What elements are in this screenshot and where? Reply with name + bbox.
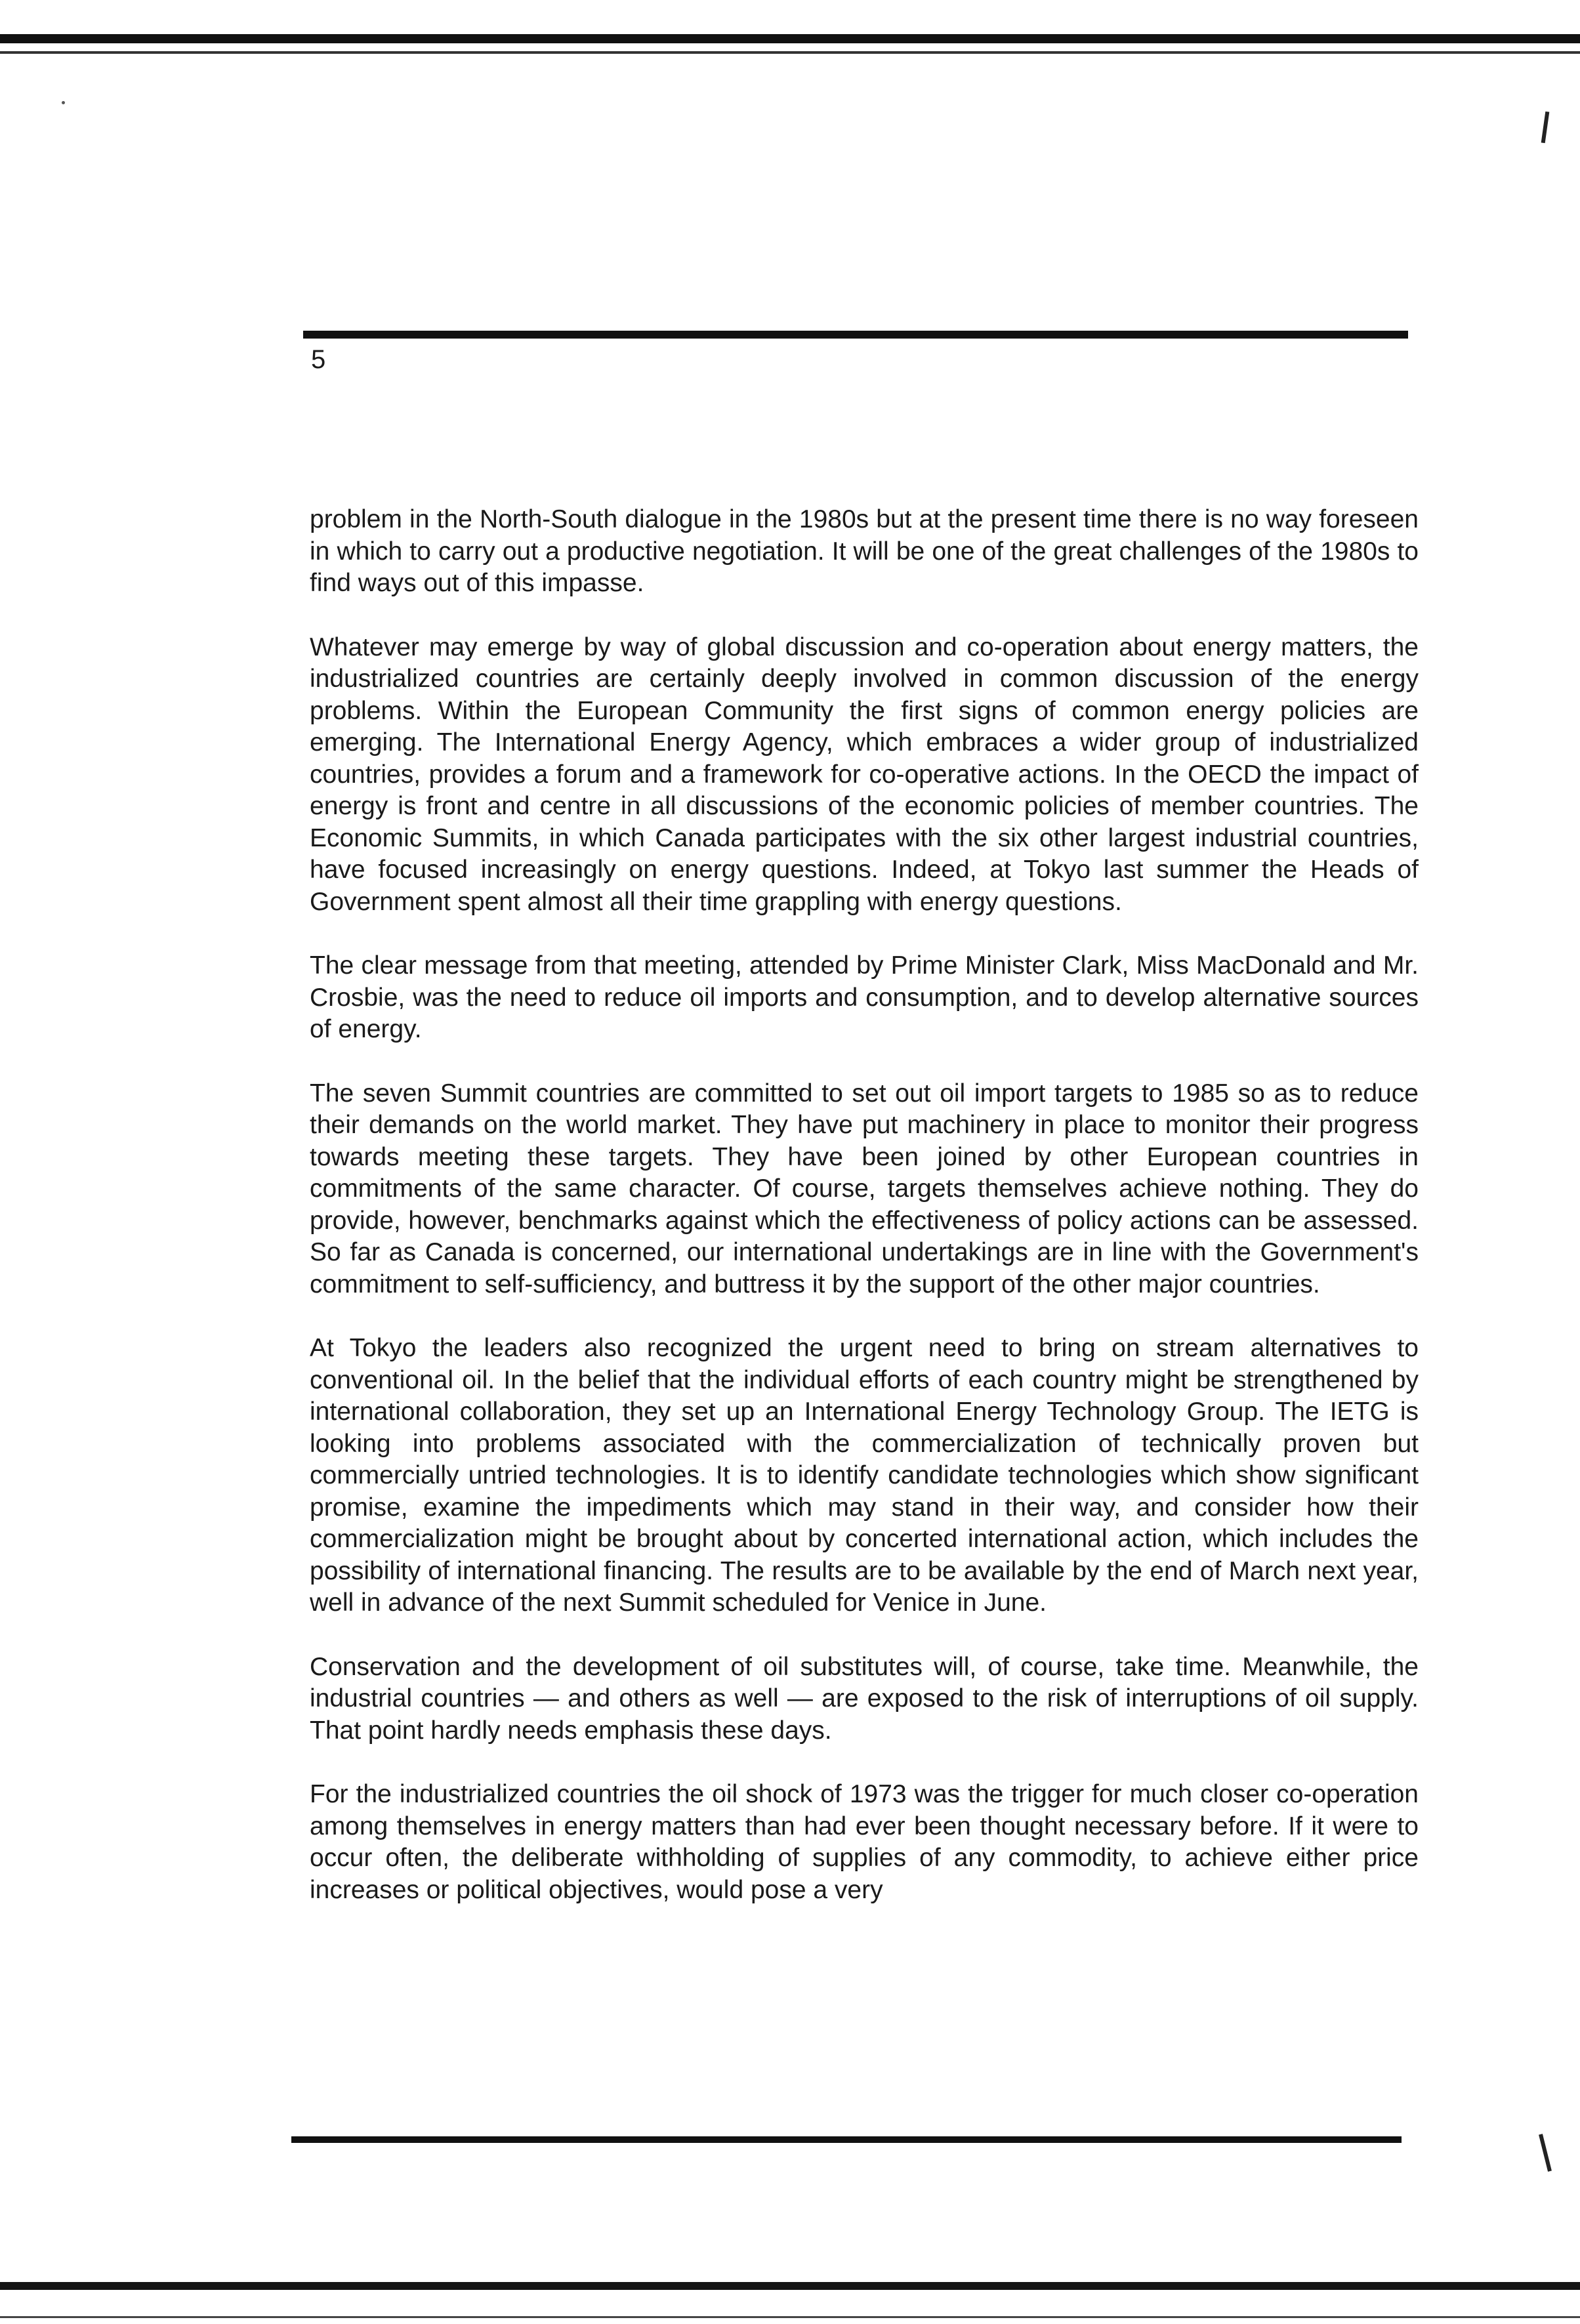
paragraph: Conservation and the development of oil substitutes will, of course, take time. Meanwhile, the industrial countries — and others as well — are exposed to the risk of interruptions of oil supply. That point hardly needs emphasis these days. [310, 1652, 1419, 1745]
footer-rule [291, 2136, 1402, 2143]
paragraph: problem in the North-South dialogue in the 1980s but at the present time there is no way foreseen in which to carry out a productive negotiation. It will be one of the great challenges of the 1980s to find ways out of this impasse. [310, 505, 1419, 597]
page-number: 5 [311, 345, 326, 374]
paragraph: Whatever may emerge by way of global discussion and co-operation about energy matters, the industrialized countries are certainly deeply involved in common discussion of the energy problems. Within the European Community the first signs of common energy policies are emerging. The International Energy Agency, which embraces a wider group of industrialized countries, provides a forum and a framework for co-operative actions. In the OECD the impact of energy is front and centre in all discussions of the economic policies of member countries. The Economic Summits, in which Canada participates with the six other largest industrial countries, have focused increasingly on energy questions. Indeed, at Tokyo last summer the Heads of Government spent almost all their time grappling with energy questions. [310, 633, 1419, 916]
paragraph: For the industrialized countries the oil shock of 1973 was the trigger for much closer co-operation among themselves in energy matters than had ever been thought necessary before. If it were to occur often, the deliberate withholding of supplies of any commodity, to achieve either price increases or political objectives, would pose a very [310, 1780, 1419, 1904]
paragraph: The clear message from that meeting, attended by Prime Minister Clark, Miss MacDonald and Mr. Crosbie, was the need to reduce oil imports and consumption, and to develop alternative sources of energy. [310, 951, 1419, 1043]
scan-border-bottom [0, 2282, 1580, 2290]
scan-border-bottom-thin [0, 2316, 1580, 2318]
scan-border-top [0, 34, 1580, 43]
paragraph: The seven Summit countries are committed to set out oil import targets to 1985 so as to reduce their demands on the world market. They have put machinery in place to monitor their progress towards meeting these targets. They have been joined by other European countries in commitments of the same character. Of course, targets themselves achieve nothing. They do provide, however, benchmarks against which the effectiveness of policy actions can be assessed. So far as Canada is concerned, our international undertakings are in line with the Government's commitment to self-sufficiency, and buttress it by the support of the other major countries. [310, 1079, 1419, 1298]
paragraph: At Tokyo the leaders also recognized the urgent need to bring on stream alternatives to conventional oil. In the belief that the individual efforts of each country might be strengthened by international collaboration, they set up an International Energy Technology Group. The IETG is looking into problems associated with the commercialization of technically proven but commercially untried technologies. It is to identify candidate technologies which show significant promise, examine the impediments which may stand in their way, and consider how their commercialization might be brought about by concerted international action, which includes the possibility of international financing. The results are to be available by the end of March next year, well in advance of the next Summit scheduled for Venice in June. [310, 1334, 1419, 1617]
scan-mark-top [1541, 112, 1550, 143]
scan-border-top-thin [0, 51, 1580, 54]
body-text [310, 504, 1419, 1938]
scan-mark-bottom [1539, 2134, 1552, 2172]
scan-speck [62, 101, 65, 104]
header-rule [303, 331, 1408, 339]
